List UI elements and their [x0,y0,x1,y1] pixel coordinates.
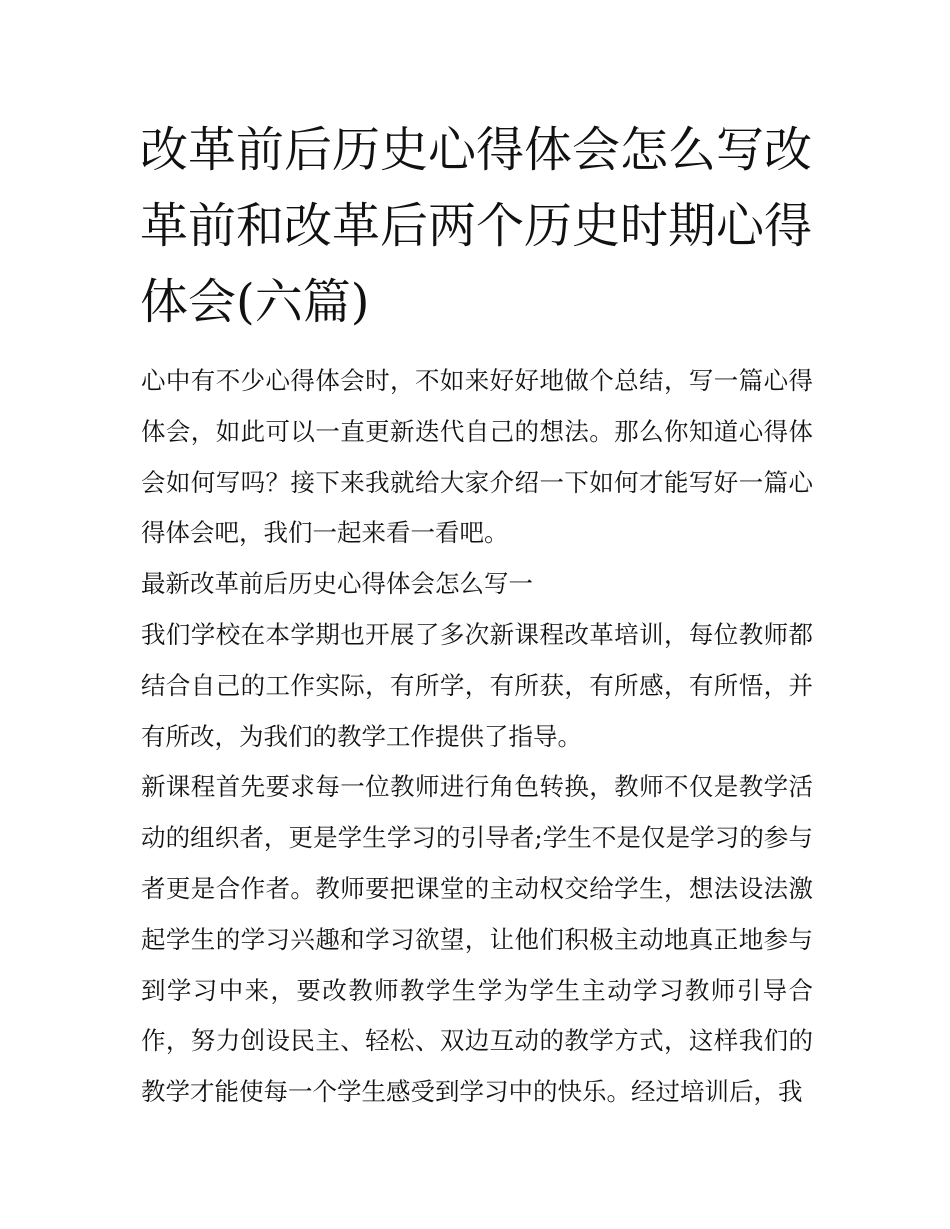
body-paragraph: 新课程首先要求每一位教师进行角色转换，教师不仅是教学活动的组织者，更是学生学习的引导者;学生不是仅是学习的参与者更是合作者。教师要把课堂的主动权交给学生，想法设法激起学生的学习兴趣和学习欲望，让他们积极主动地真正地参与到学习中来，要改教师教学生学为学生主动学习教师引导合作，努力创设民主、轻松、双边互动的教学方式，这样我们的教学才能使每一个学生感受到学习中的快乐。经过培训后，我 [141,772,813,1107]
document-title: 改革前后历史心得体会怎么写改革前和改革后两个历史时期心得体会(六篇) [140,122,813,330]
section-heading: 最新改革前后历史心得体会怎么写一 [141,569,533,599]
intro-paragraph: 心中有不少心得体会时，不如来好好地做个总结，写一篇心得体会，如此可以一直更新迭代自己的想法。那么你知道心得体会如何写吗？接下来我就给大家介绍一下如何才能写好一篇心得体会吧，我们一起来看一看吧。 [141,366,813,548]
body-paragraph: 我们学校在本学期也开展了多次新课程改革培训，每位教师都结合自己的工作实际，有所学，有所获，有所感，有所悟，并有所改，为我们的教学工作提供了指导。 [141,619,813,751]
document-body [141,356,813,1118]
